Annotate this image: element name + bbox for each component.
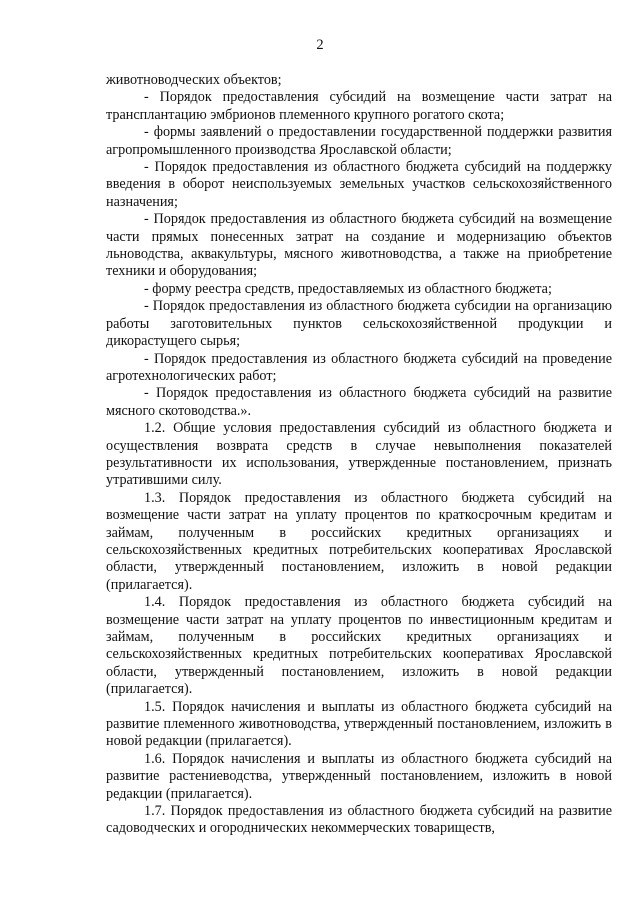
- paragraph: - Порядок предоставления субсидий на возмещение части затрат на трансплантацию эмбрионов племенного крупного рогатого скота;: [106, 89, 612, 123]
- paragraph: 1.3. Порядок предоставления из областного бюджета субсидий на возмещение части затрат на уплату процентов по краткосрочным кредитам и займам, полученным в российских кредитных организациях и сельскохозяйственных кредитных потребительских кооперативах Ярославской области, утвержденный постановлением, изложить в новой редакции (прилагается).: [106, 489, 612, 593]
- paragraph: - Порядок предоставления из областного бюджета субсидии на организацию работы заготовительных пунктов сельскохозяйственной продукции и дикорастущего сырья;: [106, 298, 612, 350]
- paragraph: 1.7. Порядок предоставления из областного бюджета субсидий на развитие садоводческих и огороднических некоммерческих товариществ,: [106, 803, 612, 837]
- paragraph: - форму реестра средств, предоставляемых из областного бюджета;: [144, 280, 552, 297]
- paragraph: - формы заявлений о предоставлении государственной поддержки развития агропромышленного производства Ярославской области;: [106, 124, 612, 158]
- paragraph: 1.4. Порядок предоставления из областного бюджета субсидий на возмещение части затрат на уплату процентов по инвестиционным кредитам и займам, полученным в российских кредитных организациях и сельскохозяйственных кредитных потребительских кооперативах Ярославской области, утвержденный постановлением, изложить в новой редакции (прилагается).: [106, 594, 612, 698]
- paragraph: - Порядок предоставления из областного бюджета субсидий на поддержку введения в оборот неиспользуемых земельных участков сельскохозяйственного назначения;: [106, 159, 612, 210]
- paragraph: - Порядок предоставления из областного бюджета субсидий на возмещение части прямых понесенных затрат на создание и модернизацию объектов льноводства, аквакультуры, мясного животноводства, а также на приобретение техники и оборудования;: [106, 211, 612, 280]
- document-body: [106, 72, 612, 838]
- paragraph: - Порядок предоставления из областного бюджета субсидий на развитие мясного скотоводства.».: [106, 385, 612, 419]
- paragraph: 1.6. Порядок начисления и выплаты из областного бюджета субсидий на развитие растениеводства, утвержденный постановлением, изложить в новой редакции (прилагается).: [106, 750, 612, 802]
- paragraph: 1.5. Порядок начисления и выплаты из областного бюджета субсидий на развитие племенного животноводства, утвержденный постановлением, изложить в новой редакции (прилагается).: [106, 698, 612, 750]
- page-number: 2: [316, 37, 324, 53]
- paragraph: животноводческих объектов;: [106, 72, 282, 88]
- paragraph: 1.2. Общие условия предоставления субсидий из областного бюджета и осуществления возврата средств в случае невыполнения показателей результативности их использования, утвержденные постановлением, признать утратившими силу.: [106, 420, 612, 489]
- paragraph: - Порядок предоставления из областного бюджета субсидий на проведение агротехнологических работ;: [106, 350, 612, 384]
